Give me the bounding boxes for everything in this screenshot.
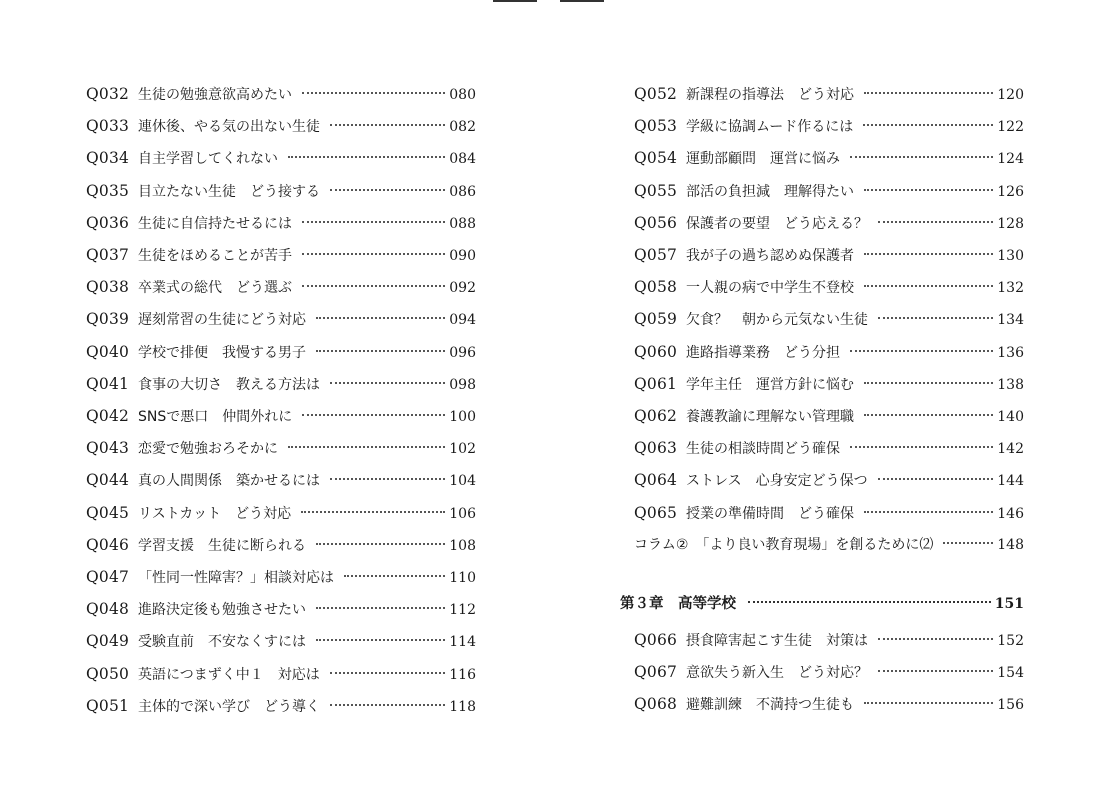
question-number: Q052: [634, 85, 678, 103]
toc-entry[interactable]: [634, 628, 1024, 652]
question-number: Q035: [86, 182, 130, 200]
entry-title: 食事の大切さ 教える方法は: [138, 377, 320, 393]
page-number: 144: [997, 473, 1024, 489]
question-number: Q032: [86, 85, 130, 103]
dot-leader: [878, 317, 993, 319]
question-number: Q040: [86, 343, 130, 361]
toc-entry[interactable]: [86, 179, 476, 203]
toc-entry[interactable]: [634, 340, 1024, 364]
page-number: 108: [449, 538, 476, 554]
question-number: Q061: [634, 375, 678, 393]
question-number: Q043: [86, 439, 130, 457]
question-number: Q047: [86, 568, 130, 586]
toc-entry[interactable]: [86, 146, 476, 170]
page-number: 102: [449, 441, 476, 457]
entry-title: 生徒の相談時間どう確保: [686, 441, 840, 457]
entry-title: 摂食障害起こす生徒 対策は: [686, 633, 868, 649]
toc-entry[interactable]: [634, 404, 1024, 428]
entry-title: 新課程の指導法 どう対応: [686, 87, 854, 103]
dot-leader: [302, 414, 445, 416]
page-number: 106: [449, 506, 476, 522]
dot-leader: [344, 575, 445, 577]
page-number: 090: [449, 248, 476, 264]
top-rule-left: [493, 0, 537, 2]
dot-leader: [302, 285, 445, 287]
page-number: 098: [449, 377, 476, 393]
question-number: Q053: [634, 117, 678, 135]
question-number: Q065: [634, 504, 678, 522]
dot-leader: [330, 124, 445, 126]
page-number: 130: [997, 248, 1024, 264]
dot-leader: [863, 124, 993, 126]
toc-entry[interactable]: [634, 211, 1024, 235]
entry-title: 主体的で深い学び どう導く: [138, 699, 320, 715]
toc-entry[interactable]: [86, 501, 476, 525]
entry-title: 連休後、やる気の出ない生徒: [138, 119, 320, 135]
dot-leader: [850, 350, 993, 352]
question-number: Q048: [86, 600, 130, 618]
page-number: 156: [997, 697, 1024, 713]
toc-entry[interactable]: [86, 211, 476, 235]
page-number: 096: [449, 345, 476, 361]
toc-entry[interactable]: [634, 307, 1024, 331]
toc-entry[interactable]: [86, 243, 476, 267]
toc-entry[interactable]: [86, 597, 476, 621]
column-note-entry[interactable]: [634, 533, 1024, 557]
question-number: Q050: [86, 665, 130, 683]
dot-leader: [330, 189, 445, 191]
dot-leader: [316, 607, 445, 609]
entry-title: 部活の負担減 理解得たい: [686, 184, 854, 200]
entry-title: 学年主任 運営方針に悩む: [686, 377, 854, 393]
toc-entry[interactable]: [86, 82, 476, 106]
entry-title: SNSで悪口 仲間外れに: [138, 409, 293, 425]
entry-title: 「性同一性障害？」相談対応は: [138, 570, 334, 586]
toc-entry[interactable]: [634, 692, 1024, 716]
entry-title: 真の人間関係 築かせるには: [138, 473, 320, 489]
page-number: 146: [997, 506, 1024, 522]
entry-title: 運動部顧問 運営に悩み: [686, 151, 840, 167]
page-number: 114: [449, 634, 476, 650]
toc-entry[interactable]: [86, 404, 476, 428]
question-number: Q068: [634, 695, 678, 713]
entry-title: 保護者の要望 どう応える？: [686, 216, 868, 232]
dot-leader: [850, 446, 993, 448]
entry-title: ストレス 心身安定どう保つ: [686, 473, 868, 489]
dot-leader: [316, 317, 445, 319]
toc-entry[interactable]: [634, 114, 1024, 138]
entry-title: 遅刻常習の生徒にどう対応: [138, 312, 306, 328]
entry-title: 自主学習してくれない: [138, 151, 278, 167]
toc-entry[interactable]: [86, 275, 476, 299]
page-number: 086: [449, 184, 476, 200]
entry-title: 授業の準備時間 どう確保: [686, 506, 854, 522]
top-rule-right: [560, 0, 604, 2]
dot-leader: [330, 672, 446, 674]
page-number: 120: [997, 87, 1024, 103]
page-number: 116: [449, 667, 476, 683]
dot-leader: [316, 350, 445, 352]
dot-leader: [330, 478, 445, 480]
question-number: Q058: [634, 278, 678, 296]
entry-title: 養護教諭に理解ない管理職: [686, 409, 854, 425]
entry-title: コラム② 「より良い教育現場」を創るために⑵: [634, 537, 934, 553]
entry-title: 恋愛で勉強おろそかに: [138, 441, 278, 457]
page-number: 134: [997, 312, 1024, 328]
question-number: Q037: [86, 246, 130, 264]
dot-leader: [878, 221, 993, 223]
chapter-heading[interactable]: [620, 592, 1024, 616]
toc-entry[interactable]: [86, 114, 476, 138]
question-number: Q056: [634, 214, 678, 232]
dot-leader: [878, 670, 993, 672]
page-number: 092: [449, 280, 476, 296]
entry-title: 学校で排便 我慢する男子: [138, 345, 306, 361]
dot-leader: [864, 253, 993, 255]
entry-title: 一人親の病で中学生不登校: [686, 280, 854, 296]
toc-entry[interactable]: [86, 694, 476, 718]
page-number: 104: [449, 473, 476, 489]
entry-title: 生徒をほめることが苦手: [138, 248, 292, 264]
toc-entry[interactable]: [86, 565, 476, 589]
question-number: Q066: [634, 631, 678, 649]
toc-entry[interactable]: [634, 275, 1024, 299]
dot-leader: [302, 92, 445, 94]
question-number: Q036: [86, 214, 130, 232]
question-number: Q059: [634, 310, 678, 328]
dot-leader: [316, 543, 445, 545]
question-number: Q060: [634, 343, 678, 361]
toc-entry[interactable]: [86, 662, 476, 686]
toc-entry[interactable]: [634, 468, 1024, 492]
question-number: Q064: [634, 471, 678, 489]
page-number: 082: [449, 119, 476, 135]
page-number: 124: [997, 151, 1024, 167]
question-number: Q038: [86, 278, 130, 296]
entry-title: 進路決定後も勉強させたい: [138, 602, 306, 618]
dot-leader: [330, 704, 445, 706]
dot-leader: [301, 511, 445, 513]
entry-title: 卒業式の総代 どう選ぶ: [138, 280, 292, 296]
toc-entry[interactable]: [634, 501, 1024, 525]
entry-title: 我が子の過ち認めぬ保護者: [686, 248, 854, 264]
entry-title: 避難訓練 不満持つ生徒も: [686, 697, 854, 713]
entry-title: リストカット どう対応: [138, 506, 292, 522]
toc-entry[interactable]: [86, 533, 476, 557]
dot-leader: [864, 285, 993, 287]
toc-entry[interactable]: [634, 243, 1024, 267]
question-number: Q045: [86, 504, 130, 522]
page-number: 118: [449, 699, 476, 715]
page-number: 140: [997, 409, 1024, 425]
question-number: Q054: [634, 149, 678, 167]
question-number: Q039: [86, 310, 130, 328]
question-number: Q033: [86, 117, 130, 135]
toc-entry[interactable]: [86, 468, 476, 492]
page-number: 152: [997, 633, 1024, 649]
dot-leader: [850, 156, 993, 158]
toc-entry[interactable]: [86, 436, 476, 460]
dot-leader: [864, 92, 993, 94]
page-number: 126: [997, 184, 1024, 200]
entry-title: 生徒の勉強意欲高めたい: [138, 87, 292, 103]
page-number: 142: [997, 441, 1024, 457]
dot-leader: [288, 446, 445, 448]
dot-leader: [878, 638, 993, 640]
entry-title: 学習支援 生徒に断られる: [138, 538, 306, 554]
question-number: Q042: [86, 407, 130, 425]
toc-entry[interactable]: [634, 146, 1024, 170]
page-number: 154: [997, 665, 1024, 681]
page-number: 100: [449, 409, 476, 425]
page-number: 112: [449, 602, 476, 618]
question-number: Q049: [86, 632, 130, 650]
dot-leader: [302, 253, 445, 255]
toc-entry[interactable]: [634, 660, 1024, 684]
page-number: 094: [449, 312, 476, 328]
entry-title: 生徒に自信持たせるには: [138, 216, 292, 232]
page-number: 088: [449, 216, 476, 232]
toc-entry[interactable]: [86, 307, 476, 331]
toc-entry[interactable]: [86, 372, 476, 396]
dot-leader: [943, 542, 993, 544]
entry-title: 欠食？ 朝から元気ない生徒: [686, 312, 868, 328]
dot-leader: [748, 601, 991, 603]
page-number: 151: [994, 596, 1024, 612]
entry-title: 意欲失う新入生 どう対応？: [686, 665, 868, 681]
toc-entry[interactable]: [634, 179, 1024, 203]
question-number: Q063: [634, 439, 678, 457]
toc-entry[interactable]: [634, 436, 1024, 460]
dot-leader: [330, 382, 445, 384]
question-number: Q051: [86, 697, 130, 715]
question-number: Q057: [634, 246, 678, 264]
dot-leader: [878, 478, 994, 480]
page-number: 080: [449, 87, 476, 103]
dot-leader: [864, 382, 993, 384]
question-number: Q044: [86, 471, 130, 489]
question-number: Q055: [634, 182, 678, 200]
page-number: 110: [449, 570, 476, 586]
entry-title: 学級に協調ムード作るには: [686, 119, 854, 135]
question-number: Q067: [634, 663, 678, 681]
page-number: 084: [449, 151, 476, 167]
page-number: 128: [997, 216, 1024, 232]
entry-title: 受験直前 不安なくすには: [138, 634, 306, 650]
page-number: 138: [997, 377, 1024, 393]
question-number: Q046: [86, 536, 130, 554]
entry-title: 英語につまずく中１ 対応は: [138, 667, 320, 683]
page-number: 136: [997, 345, 1024, 361]
toc-entry[interactable]: [634, 82, 1024, 106]
dot-leader: [302, 221, 445, 223]
entry-title: 第３章 高等学校: [620, 596, 736, 612]
entry-title: 目立たない生徒 どう接する: [138, 184, 320, 200]
toc-entry[interactable]: [86, 629, 476, 653]
toc-entry[interactable]: [634, 372, 1024, 396]
dot-leader: [316, 639, 445, 641]
question-number: Q062: [634, 407, 678, 425]
dot-leader: [864, 702, 993, 704]
dot-leader: [864, 511, 993, 513]
dot-leader: [864, 414, 993, 416]
page-number: 122: [997, 119, 1024, 135]
dot-leader: [864, 189, 993, 191]
entry-title: 進路指導業務 どう分担: [686, 345, 840, 361]
question-number: Q034: [86, 149, 130, 167]
page-number: 132: [997, 280, 1024, 296]
question-number: Q041: [86, 375, 130, 393]
page-number: 148: [997, 537, 1024, 553]
dot-leader: [288, 156, 445, 158]
toc-entry[interactable]: [86, 340, 476, 364]
